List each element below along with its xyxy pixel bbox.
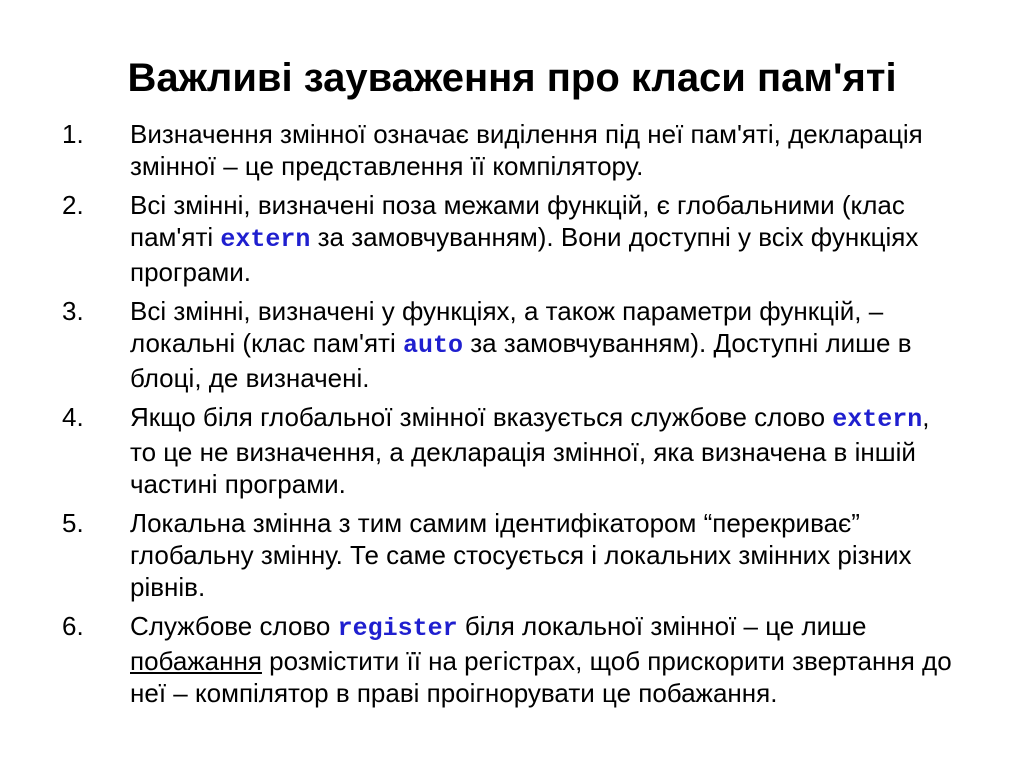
item-text: Службове слово: [130, 611, 338, 641]
item-number: 5.: [62, 508, 84, 538]
item-text: Всі змінні, визначені у функціях, а також параметри функцій, – локальні (клас пам'яті: [130, 296, 884, 358]
item-text: за замовчуванням). Доступні лише в блоці, де визначені.: [130, 328, 912, 393]
item-number: 6.: [62, 611, 84, 641]
item-text: , то це не визначення, а декларація змінної, яка визначена в іншій частині програми.: [130, 402, 930, 499]
notes-list: [62, 118, 962, 716]
item-text: за замовчуванням). Вони доступні у всіх функціях програми.: [130, 222, 919, 287]
item-text: розмістити її на регістрах, щоб прискорити звертання до неї – компілятор в праві проігнорувати це побажання.: [130, 646, 952, 708]
keyword-extern: extern: [832, 405, 923, 434]
item-text: Всі змінні, визначені поза межами функцій, є глобальними (клас пам'яті: [130, 190, 905, 252]
item-text: Визначення змінної означає виділення під неї пам'яті, декларація змінної – це представлення її компілятору.: [130, 119, 923, 181]
item-number: 3.: [62, 296, 84, 326]
item-number: 4.: [62, 402, 84, 432]
list-item: [62, 610, 962, 709]
list-item: [62, 189, 962, 288]
keyword-extern: extern: [220, 225, 311, 254]
list-item: [62, 401, 962, 500]
item-text: Локальна змінна з тим самим ідентифікатором “перекриває” глобальну змінну. Те саме стосується і локальних змінних різних рівнів.: [130, 508, 912, 602]
slide-title: Важливі зауваження про класи пам'яті: [127, 56, 897, 100]
list-item: [62, 295, 962, 394]
list-item: [62, 118, 962, 182]
item-number: 2.: [62, 190, 84, 220]
item-number: 1.: [62, 119, 84, 149]
underlined-word: побажання: [130, 646, 262, 676]
list-item: [62, 507, 962, 603]
keyword-auto: auto: [402, 331, 463, 360]
item-text: біля локальної змінної – це лише: [457, 611, 867, 641]
item-text: Якщо біля глобальної змінної вказується службове слово: [130, 402, 833, 432]
keyword-register: register: [337, 614, 458, 643]
